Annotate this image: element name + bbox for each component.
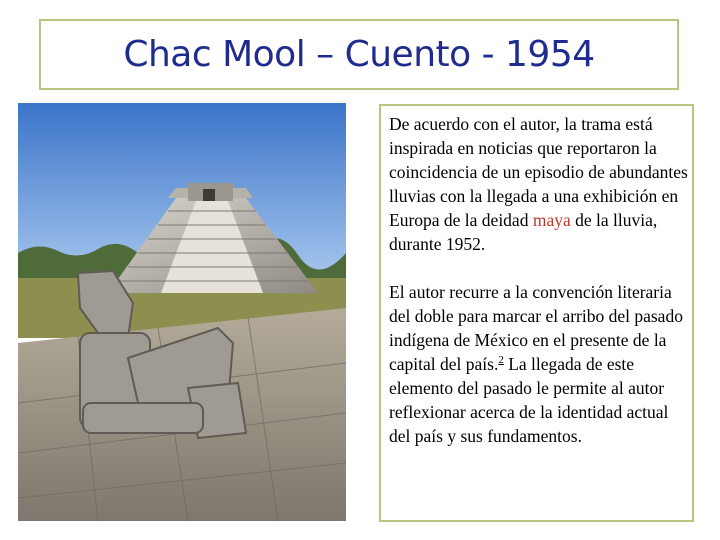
paragraph-1 <box>389 112 688 256</box>
description-text-box <box>379 104 694 522</box>
title-box <box>39 19 679 90</box>
slide-title: Chac Mool – Cuento - 1954 <box>123 34 595 75</box>
pyramid-chacmool-photo <box>18 103 346 521</box>
paragraph-2 <box>389 280 688 448</box>
photo-image <box>18 103 346 521</box>
highlight-word-maya[interactable]: maya <box>532 210 571 230</box>
footnote-link[interactable]: 2 <box>498 354 504 367</box>
paragraph-1-text-start: De acuerdo con el autor, la trama está inspirada en noticias que reportaron la coincidencia de un episodio de abundantes lluvias con la llegada a una exhibición en Europa de la deidad <box>389 114 688 230</box>
paragraph-2-text-start: El autor recurre a la convención literaria del doble para marcar el arribo del pasado indígena de México en el presente de la capital del país. <box>389 282 683 374</box>
paragraph-2-text-end: La llegada de este elemento del pasado le permite al autor reflexionar acerca de la identidad actual del país y sus fundamentos. <box>389 354 669 446</box>
paragraph-1-text-end: de la lluvia, durante 1952. <box>389 210 658 254</box>
